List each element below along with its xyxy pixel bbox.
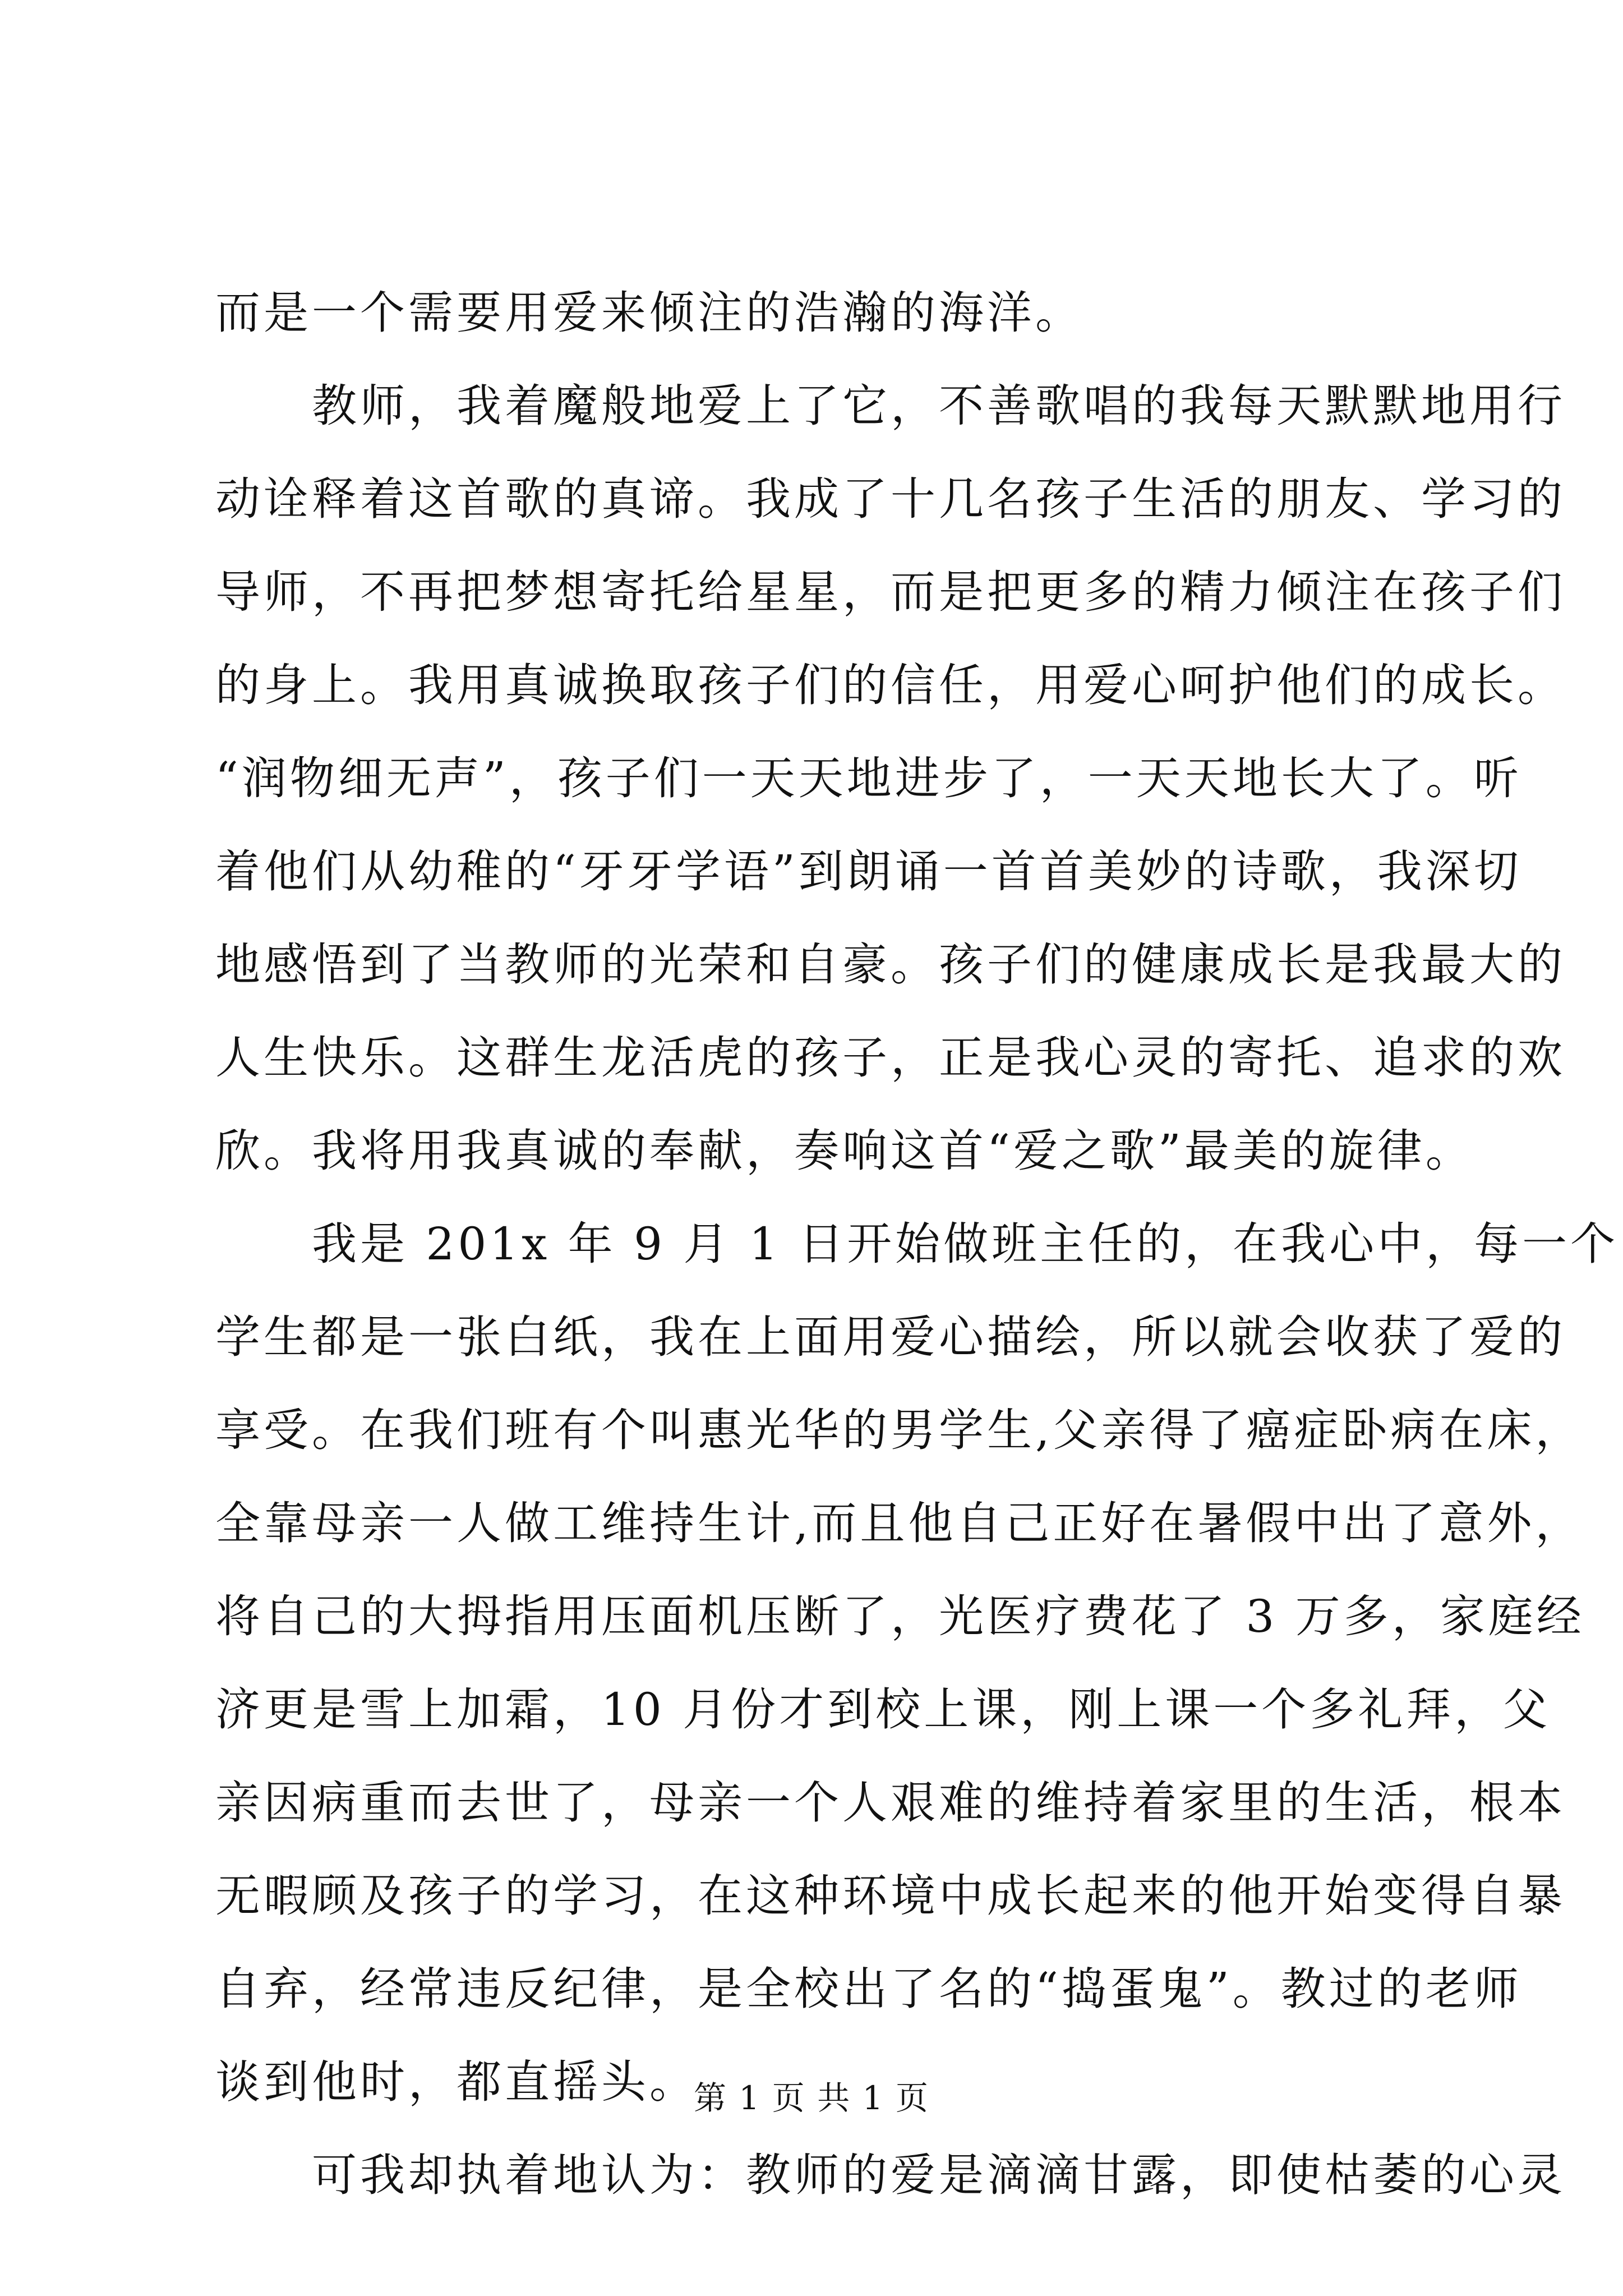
text-line: 济更是雪上加霜，10 月份才到校上课，刚上课一个多礼拜，父 <box>215 1683 1551 1736</box>
text-line: 欣。我将用我真诚的奉献，奏响这首“爱之歌”最美的旋律。 <box>215 1125 1474 1177</box>
page-number: 第 1 页 共 1 页 <box>694 2079 929 2117</box>
text-line: 谈到他时，都直摇头。 <box>215 2056 698 2108</box>
text-line: 自弃，经常违反纪律，是全校出了名的“捣蛋鬼”。教过的老师 <box>215 1963 1522 2015</box>
text-line: 动诠释着这首歌的真谛。我成了十几名孩子生活的朋友、学习的 <box>215 473 1566 525</box>
text-line: 而是一个需要用爱来倾注的浩瀚的海洋。 <box>215 287 1083 339</box>
text-line: 亲因病重而去世了，母亲一个人艰难的维持着家里的生活，根本 <box>215 1777 1566 1829</box>
document-body <box>215 266 1619 2222</box>
text-line: 无暇顾及孩子的学习，在这种环境中成长起来的他开始变得自暴 <box>215 1870 1566 1922</box>
text-line: 着他们从幼稚的“牙牙学语”到朗诵一首首美妙的诗歌，我深切 <box>215 845 1522 898</box>
text-line: 教师，我着魔般地爱上了它，不善歌唱的我每天默默地用行 <box>312 380 1566 432</box>
text-line: 我是 201x 年 9 月 1 日开始做班主任的，在我心中，每一个 <box>312 1218 1619 1270</box>
page-footer <box>0 2076 1623 2120</box>
text-line: 全靠母亲一人做工维持生计,而且他自己正好在暑假中出了意外， <box>215 1497 1584 1549</box>
text-line: 地感悟到了当教师的光荣和自豪。孩子们的健康成长是我最大的 <box>215 938 1566 991</box>
text-line: 导师，不再把梦想寄托给星星，而是把更多的精力倾注在孩子们 <box>215 566 1566 618</box>
text-line: 的身上。我用真诚换取孩子们的信任，用爱心呵护他们的成长。 <box>215 659 1566 711</box>
text-line: 将自己的大拇指用压面机压断了，光医疗费花了 3 万多，家庭经 <box>215 1590 1585 1642</box>
text-line: 可我却执着地认为：教师的爱是滴滴甘露，即使枯萎的心灵 <box>312 2149 1566 2201</box>
text-line: 学生都是一张白纸，我在上面用爱心描绘，所以就会收获了爱的 <box>215 1311 1566 1363</box>
text-line: “润物细无声”，孩子们一天天地进步了，一天天地长大了。听 <box>215 752 1522 804</box>
text-line: 享受。在我们班有个叫惠光华的男学生,父亲得了癌症卧病在床， <box>215 1404 1584 1456</box>
text-line: 人生快乐。这群生龙活虎的孩子，正是我心灵的寄托、追求的欢 <box>215 1032 1566 1084</box>
